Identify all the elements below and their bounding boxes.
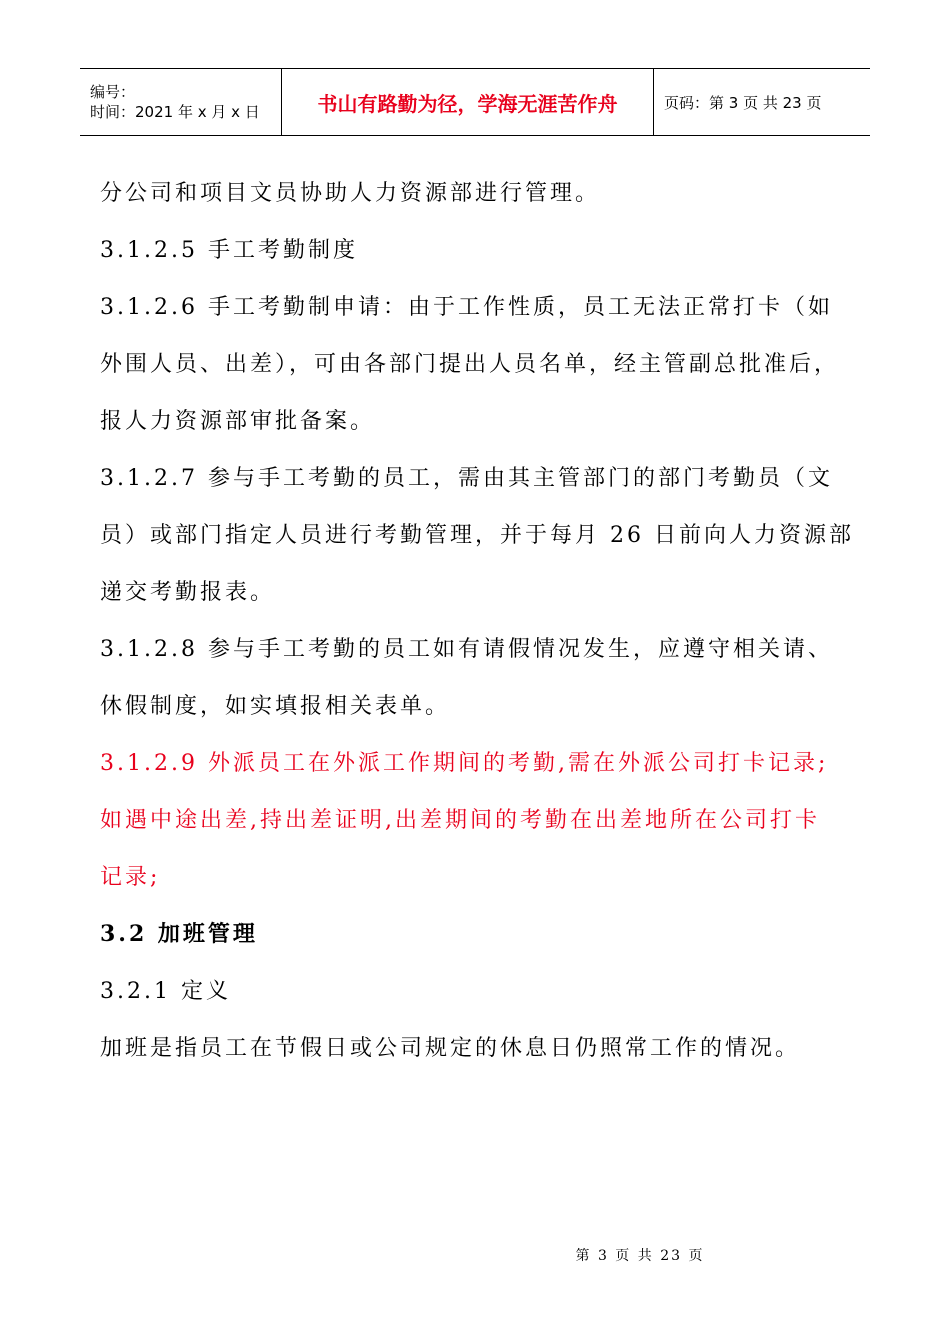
header-page-cell — [654, 69, 870, 135]
footer-page-number: 第 3 页 共 23 页 — [575, 1248, 705, 1264]
paragraph-3-1-2-6 — [100, 279, 850, 450]
text-line: 3.1.2.5 手工考勤制度 — [100, 238, 358, 263]
text-line: 外围人员、出差），可由各部门提出人员名单，经主管副总批准后， — [100, 352, 840, 377]
text-line: 3.1.2.7 参与手工考勤的员工，需由其主管部门的部门考勤员（文 — [100, 466, 833, 491]
text-line: 3.1.2.6 手工考勤制申请：由于工作性质，员工无法正常打卡（如 — [100, 295, 833, 320]
text-line: 递交考勤报表。 — [100, 580, 276, 605]
text-line: 如遇中途出差,持出差证明,出差期间的考勤在出差地所在公司打卡 — [100, 808, 820, 833]
paragraph-3-1-2-8 — [100, 621, 850, 735]
text-line: 3.2 加班管理 — [100, 921, 258, 947]
paragraph-3-1-2-7 — [100, 450, 854, 621]
text-line: 休假制度，如实填报相关表单。 — [100, 694, 451, 719]
paragraph-3-1-2-9-highlighted — [100, 735, 850, 906]
document-header — [80, 68, 870, 136]
text-line: 报人力资源部审批备案。 — [100, 409, 376, 434]
paragraph-intro — [100, 165, 850, 222]
date-label: 时间：2021 年 x 月 x 日 — [90, 103, 260, 121]
paragraph-definition — [100, 1020, 850, 1077]
heading-3-1-2-5 — [100, 222, 850, 279]
text-line: 3.2.1 定义 — [100, 979, 231, 1004]
header-motto: 书山有路勤为径，学海无涯苦作舟 — [317, 91, 618, 116]
serial-number-label: 编号： — [90, 83, 136, 101]
text-line: 员）或部门指定人员进行考勤管理，并于每月 26 日前向人力资源部 — [100, 523, 854, 548]
header-motto-cell — [282, 69, 654, 135]
header-page-info: 页码：第 3 页 共 23 页 — [664, 93, 822, 112]
text-line: 3.1.2.9 外派员工在外派工作期间的考勤,需在外派公司打卡记录; — [100, 751, 829, 776]
text-line: 记录; — [100, 865, 161, 890]
heading-3-2-1 — [100, 963, 850, 1020]
header-meta-cell — [80, 69, 282, 135]
text-line: 3.1.2.8 参与手工考勤的员工如有请假情况发生，应遵守相关请、 — [100, 637, 833, 662]
document-body — [100, 165, 854, 1077]
text-line: 分公司和项目文员协助人力资源部进行管理。 — [100, 181, 601, 206]
section-heading-3-2 — [100, 906, 850, 963]
text-line: 加班是指员工在节假日或公司规定的休息日仍照常工作的情况。 — [100, 1036, 801, 1061]
page-footer — [0, 1245, 950, 1265]
